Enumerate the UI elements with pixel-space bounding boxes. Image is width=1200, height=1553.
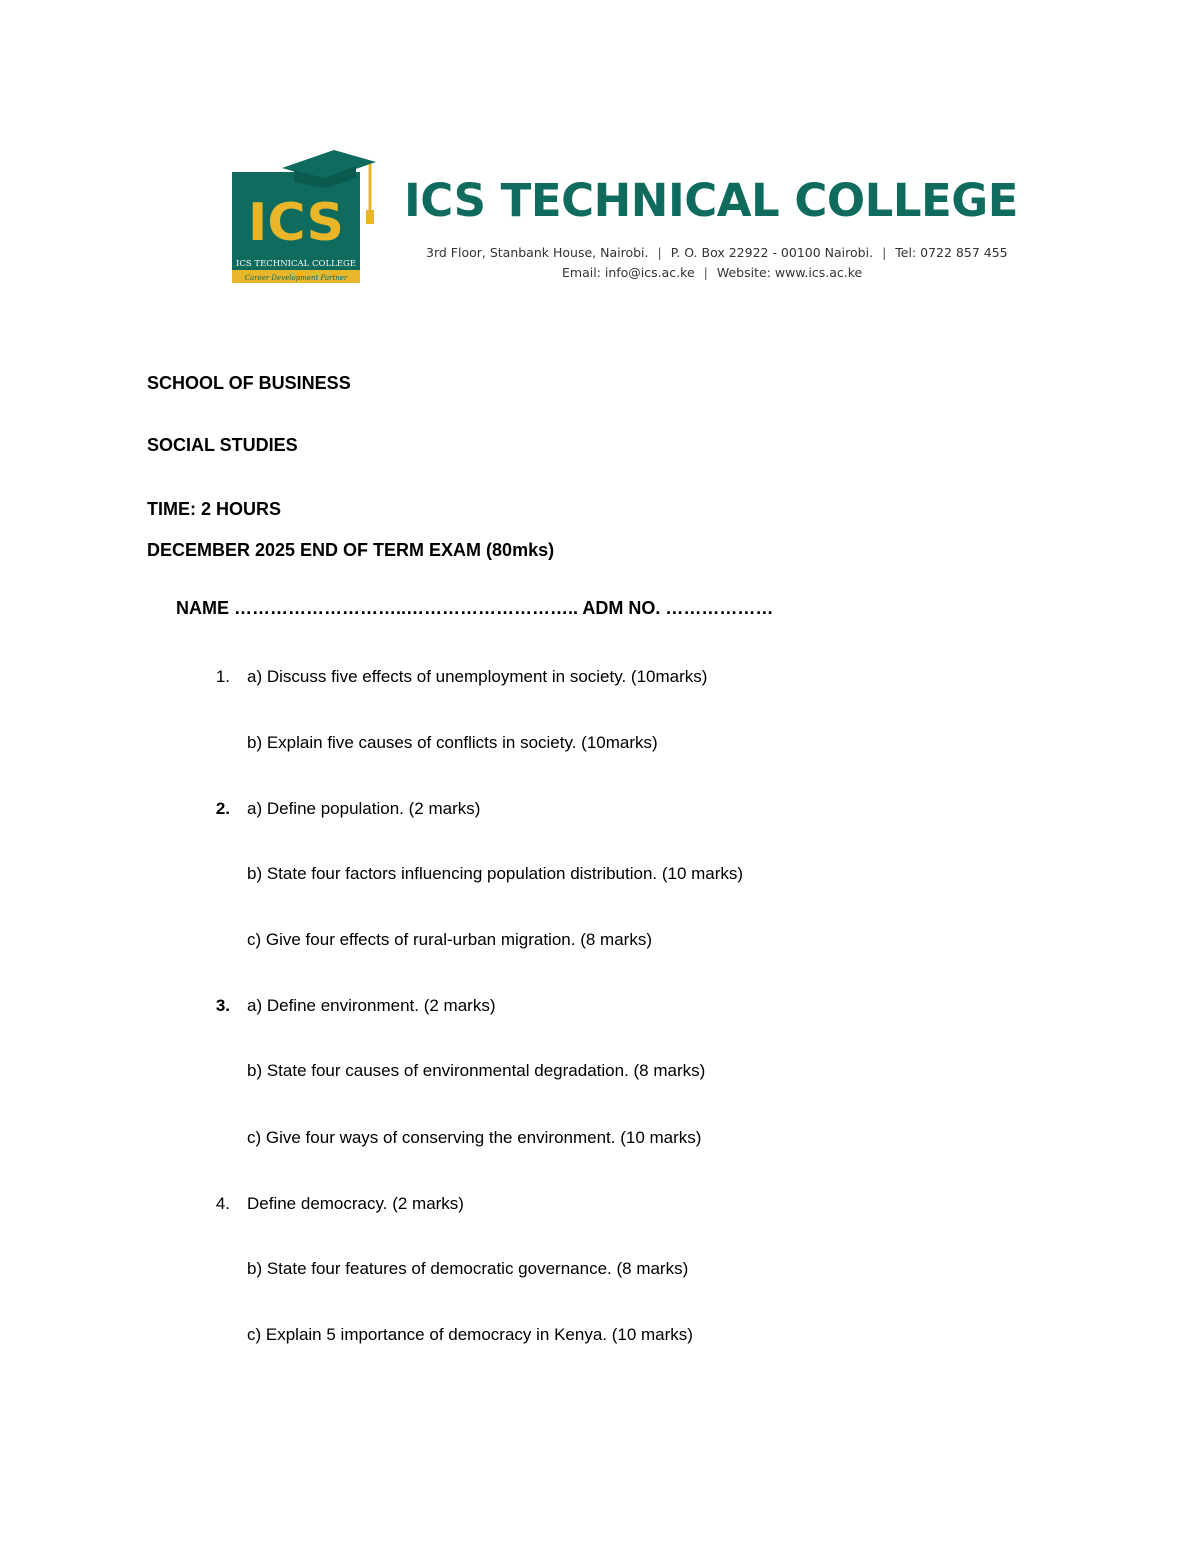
exam-time: TIME: 2 HOURS xyxy=(147,499,282,519)
question-number: 4. xyxy=(215,1194,230,1213)
question-part: b) State four causes of environmental degradation. (8 marks) xyxy=(247,1061,706,1080)
po-box: P. O. Box 22922 - 00100 Nairobi. xyxy=(670,245,874,260)
svg-text:Career Development Partner: Career Development Partner xyxy=(244,274,348,282)
contact-line-address xyxy=(426,247,1008,260)
question-number: 3. xyxy=(215,996,230,1015)
college-name: ICS TECHNICAL COLLEGE xyxy=(404,174,1018,227)
telephone: Tel: 0722 857 455 xyxy=(895,245,1008,260)
address: 3rd Floor, Stanbank House, Nairobi. xyxy=(426,245,649,260)
exam-title: DECEMBER 2025 END OF TERM EXAM (80mks) xyxy=(147,540,555,560)
contact-line-web xyxy=(562,267,862,280)
separator: | xyxy=(882,245,887,260)
question-part: a) Define environment. (2 marks) xyxy=(247,996,496,1015)
question-part: c) Give four ways of conserving the environment. (10 marks) xyxy=(247,1128,702,1147)
graduation-cap-logo-icon xyxy=(230,148,380,288)
question-number: 1. xyxy=(215,667,230,686)
question-part: Define democracy. (2 marks) xyxy=(247,1194,464,1213)
letterhead xyxy=(230,148,1060,288)
website: Website: www.ics.ac.ke xyxy=(716,265,863,280)
subject-name: SOCIAL STUDIES xyxy=(147,435,298,455)
school-name: SCHOOL OF BUSINESS xyxy=(147,373,351,393)
email: Email: info@ics.ac.ke xyxy=(562,265,695,280)
question-part: c) Explain 5 importance of democracy in Kenya. (10 marks) xyxy=(247,1325,693,1344)
svg-text:ICS: ICS xyxy=(248,193,344,253)
question-number: 2. xyxy=(215,799,230,818)
question-part: a) Define population. (2 marks) xyxy=(247,799,481,818)
name-adm-line: NAME ………………………..……………………….. ADM NO. ……………… xyxy=(176,598,774,618)
college-logo xyxy=(230,148,380,288)
separator: | xyxy=(657,245,662,260)
separator: | xyxy=(703,265,708,280)
question-part: a) Discuss five effects of unemployment in society. (10marks) xyxy=(247,667,708,686)
svg-text:ICS TECHNICAL COLLEGE: ICS TECHNICAL COLLEGE xyxy=(236,259,356,269)
question-part: b) State four factors influencing population distribution. (10 marks) xyxy=(247,864,744,883)
question-part: b) Explain five causes of conflicts in society. (10marks) xyxy=(247,733,658,752)
question-part: b) State four features of democratic governance. (8 marks) xyxy=(247,1259,689,1278)
question-part: c) Give four effects of rural-urban migration. (8 marks) xyxy=(247,930,652,949)
